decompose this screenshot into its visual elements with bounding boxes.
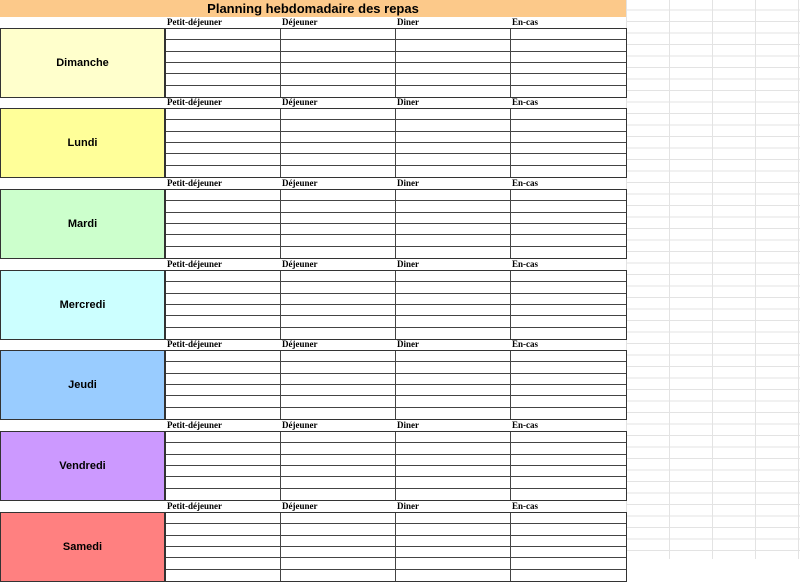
meal-cell-lunch[interactable] [281,120,396,131]
column-header-snack: En-cas [512,259,539,269]
meal-cell-snack[interactable] [511,143,626,154]
meal-cell-dinner[interactable] [396,294,511,305]
meal-cell-dinner[interactable] [396,351,511,362]
meal-cell-dinner[interactable] [396,235,511,246]
meal-cell-breakfast[interactable] [166,362,281,373]
day-block [0,501,626,581]
meal-cell-lunch[interactable] [281,166,396,177]
meal-cell-snack[interactable] [511,466,626,477]
column-header-dinner: Diner [397,17,419,27]
meal-cell-dinner[interactable] [396,362,511,373]
meal-cell-lunch[interactable] [281,63,396,74]
meal-cell-breakfast[interactable] [166,408,281,419]
meal-cell-breakfast[interactable] [166,443,281,454]
day-label-mercredi: Mercredi [0,270,165,340]
meal-cell-lunch[interactable] [281,466,396,477]
meal-cell-lunch[interactable] [281,305,396,316]
column-header-snack: En-cas [512,501,539,511]
meal-cell-dinner[interactable] [396,316,511,327]
meal-cell-snack[interactable] [511,524,626,535]
meal-cell-lunch[interactable] [281,74,396,85]
meal-cell-breakfast[interactable] [166,570,281,581]
meal-cell-snack[interactable] [511,558,626,569]
meal-cell-lunch[interactable] [281,536,396,547]
meal-cell-breakfast[interactable] [166,63,281,74]
meal-cell-dinner[interactable] [396,109,511,120]
meal-cell-lunch[interactable] [281,570,396,581]
meal-cell-snack[interactable] [511,477,626,488]
meal-cell-snack[interactable] [511,513,626,524]
meal-cell-snack[interactable] [511,166,626,177]
column-header-dinner: Diner [397,501,419,511]
column-header-breakfast: Petit-déjeuner [167,97,222,107]
meal-cell-lunch[interactable] [281,86,396,97]
meal-cell-dinner[interactable] [396,570,511,581]
meal-cell-dinner[interactable] [396,328,511,339]
meal-cell-lunch[interactable] [281,547,396,558]
column-header-breakfast: Petit-déjeuner [167,501,222,511]
meal-cell-breakfast[interactable] [166,489,281,500]
meal-cell-snack[interactable] [511,86,626,97]
meal-cell-breakfast[interactable] [166,466,281,477]
meal-cell-lunch[interactable] [281,224,396,235]
day-label-lundi: Lundi [0,108,165,178]
meal-cell-dinner[interactable] [396,132,511,143]
meal-cell-snack[interactable] [511,547,626,558]
meal-cell-dinner[interactable] [396,52,511,63]
meal-cell-snack[interactable] [511,109,626,120]
meal-cell-snack[interactable] [511,235,626,246]
meal-cell-breakfast[interactable] [166,282,281,293]
meal-cell-dinner[interactable] [396,271,511,282]
meal-cell-breakfast[interactable] [166,40,281,51]
day-block [0,178,626,258]
meal-cell-breakfast[interactable] [166,455,281,466]
day-block [0,97,626,177]
meal-cell-lunch[interactable] [281,247,396,258]
meal-cell-dinner[interactable] [396,29,511,40]
meal-cell-dinner[interactable] [396,154,511,165]
meal-cell-snack[interactable] [511,362,626,373]
day-block [0,17,626,97]
column-header-lunch: Déjeuner [282,259,318,269]
meal-cell-lunch[interactable] [281,374,396,385]
meal-cell-dinner[interactable] [396,120,511,131]
meal-cell-lunch[interactable] [281,29,396,40]
meal-cell-lunch[interactable] [281,201,396,212]
day-block [0,339,626,419]
meal-cell-breakfast[interactable] [166,536,281,547]
meal-grid-jeudi [165,350,627,420]
meal-cell-snack[interactable] [511,443,626,454]
meal-cell-dinner[interactable] [396,432,511,443]
meal-cell-breakfast[interactable] [166,524,281,535]
column-header-lunch: Déjeuner [282,97,318,107]
meal-cell-lunch[interactable] [281,213,396,224]
meal-cell-snack[interactable] [511,396,626,407]
meal-cell-snack[interactable] [511,74,626,85]
meal-cell-lunch[interactable] [281,477,396,488]
meal-cell-lunch[interactable] [281,524,396,535]
column-header-lunch: Déjeuner [282,17,318,27]
meal-cell-breakfast[interactable] [166,109,281,120]
meal-cell-dinner[interactable] [396,282,511,293]
meal-cell-dinner[interactable] [396,63,511,74]
meal-grid-dimanche [165,28,627,98]
day-block [0,420,626,500]
planning-title: Planning hebdomadaire des repas [0,0,626,17]
meal-cell-breakfast[interactable] [166,477,281,488]
meal-cell-lunch[interactable] [281,513,396,524]
meal-cell-dinner[interactable] [396,408,511,419]
meal-cell-breakfast[interactable] [166,547,281,558]
column-header-lunch: Déjeuner [282,420,318,430]
meal-cell-breakfast[interactable] [166,305,281,316]
meal-cell-lunch[interactable] [281,316,396,327]
meal-cell-lunch[interactable] [281,190,396,201]
meal-cell-breakfast[interactable] [166,513,281,524]
column-header-lunch: Déjeuner [282,178,318,188]
meal-cell-dinner[interactable] [396,396,511,407]
meal-cell-snack[interactable] [511,271,626,282]
meal-cell-dinner[interactable] [396,74,511,85]
meal-cell-breakfast[interactable] [166,143,281,154]
meal-cell-snack[interactable] [511,29,626,40]
meal-cell-snack[interactable] [511,213,626,224]
meal-cell-dinner[interactable] [396,547,511,558]
meal-cell-snack[interactable] [511,132,626,143]
meal-cell-dinner[interactable] [396,374,511,385]
meal-cell-lunch[interactable] [281,362,396,373]
meal-cell-breakfast[interactable] [166,558,281,569]
meal-cell-dinner[interactable] [396,166,511,177]
meal-cell-breakfast[interactable] [166,120,281,131]
meal-grid-vendredi [165,431,627,501]
meal-cell-snack[interactable] [511,305,626,316]
meal-cell-snack[interactable] [511,432,626,443]
meal-cell-lunch[interactable] [281,558,396,569]
meal-cell-dinner[interactable] [396,455,511,466]
day-label-samedi: Samedi [0,512,165,582]
column-header-dinner: Diner [397,97,419,107]
meal-cell-dinner[interactable] [396,524,511,535]
meal-cell-snack[interactable] [511,536,626,547]
meal-cell-breakfast[interactable] [166,316,281,327]
meal-cell-snack[interactable] [511,224,626,235]
meal-cell-breakfast[interactable] [166,29,281,40]
meal-cell-dinner[interactable] [396,247,511,258]
meal-cell-snack[interactable] [511,455,626,466]
meal-cell-breakfast[interactable] [166,328,281,339]
meal-cell-breakfast[interactable] [166,374,281,385]
meal-cell-lunch[interactable] [281,271,396,282]
meal-cell-snack[interactable] [511,190,626,201]
meal-cell-lunch[interactable] [281,282,396,293]
meal-cell-snack[interactable] [511,52,626,63]
meal-cell-snack[interactable] [511,328,626,339]
meal-cell-lunch[interactable] [281,109,396,120]
meal-cell-breakfast[interactable] [166,132,281,143]
meal-cell-dinner[interactable] [396,477,511,488]
meal-cell-dinner[interactable] [396,385,511,396]
meal-cell-lunch[interactable] [281,489,396,500]
column-header-snack: En-cas [512,178,539,188]
meal-cell-dinner[interactable] [396,489,511,500]
meal-cell-breakfast[interactable] [166,235,281,246]
meal-cell-snack[interactable] [511,408,626,419]
meal-cell-snack[interactable] [511,374,626,385]
meal-grid-mercredi [165,270,627,340]
meal-cell-breakfast[interactable] [166,166,281,177]
meal-cell-breakfast[interactable] [166,213,281,224]
meal-cell-lunch[interactable] [281,432,396,443]
column-header-lunch: Déjeuner [282,501,318,511]
meal-grid-lundi [165,108,627,178]
meal-cell-lunch[interactable] [281,408,396,419]
meal-cell-breakfast[interactable] [166,190,281,201]
meal-cell-snack[interactable] [511,120,626,131]
meal-grid-mardi [165,189,627,259]
meal-cell-dinner[interactable] [396,443,511,454]
meal-cell-snack[interactable] [511,40,626,51]
meal-cell-lunch[interactable] [281,294,396,305]
meal-cell-snack[interactable] [511,570,626,581]
meal-cell-lunch[interactable] [281,385,396,396]
meal-cell-lunch[interactable] [281,396,396,407]
meal-cell-breakfast[interactable] [166,224,281,235]
meal-cell-breakfast[interactable] [166,154,281,165]
meal-cell-breakfast[interactable] [166,74,281,85]
meal-cell-breakfast[interactable] [166,201,281,212]
meal-cell-dinner[interactable] [396,558,511,569]
column-header-breakfast: Petit-déjeuner [167,420,222,430]
meal-cell-dinner[interactable] [396,40,511,51]
meal-cell-lunch[interactable] [281,154,396,165]
meal-cell-lunch[interactable] [281,455,396,466]
meal-cell-lunch[interactable] [281,132,396,143]
column-header-breakfast: Petit-déjeuner [167,17,222,27]
column-header-dinner: Diner [397,339,419,349]
meal-cell-snack[interactable] [511,201,626,212]
meal-cell-breakfast[interactable] [166,351,281,362]
day-label-dimanche: Dimanche [0,28,165,98]
meal-cell-dinner[interactable] [396,536,511,547]
column-header-breakfast: Petit-déjeuner [167,178,222,188]
column-header-dinner: Diner [397,178,419,188]
meal-cell-snack[interactable] [511,154,626,165]
day-block [0,259,626,339]
meal-grid-samedi [165,512,627,582]
meal-cell-snack[interactable] [511,247,626,258]
meal-cell-snack[interactable] [511,282,626,293]
meal-cell-dinner[interactable] [396,201,511,212]
column-header-dinner: Diner [397,420,419,430]
meal-cell-snack[interactable] [511,385,626,396]
meal-cell-lunch[interactable] [281,40,396,51]
meal-cell-dinner[interactable] [396,305,511,316]
column-header-snack: En-cas [512,339,539,349]
meal-cell-breakfast[interactable] [166,385,281,396]
column-header-breakfast: Petit-déjeuner [167,259,222,269]
meal-cell-breakfast[interactable] [166,271,281,282]
meal-cell-breakfast[interactable] [166,432,281,443]
meal-cell-breakfast[interactable] [166,396,281,407]
meal-cell-lunch[interactable] [281,351,396,362]
column-header-breakfast: Petit-déjeuner [167,339,222,349]
meal-cell-snack[interactable] [511,63,626,74]
day-label-vendredi: Vendredi [0,431,165,501]
meal-cell-dinner[interactable] [396,86,511,97]
meal-cell-lunch[interactable] [281,443,396,454]
meal-cell-lunch[interactable] [281,235,396,246]
sheet-gridlines [626,0,800,559]
column-header-snack: En-cas [512,17,539,27]
meal-cell-breakfast[interactable] [166,52,281,63]
day-label-jeudi: Jeudi [0,350,165,420]
meal-cell-snack[interactable] [511,489,626,500]
meal-cell-lunch[interactable] [281,52,396,63]
meal-cell-lunch[interactable] [281,328,396,339]
meal-cell-dinner[interactable] [396,213,511,224]
meal-cell-snack[interactable] [511,316,626,327]
meal-cell-snack[interactable] [511,351,626,362]
column-header-snack: En-cas [512,420,539,430]
meal-cell-dinner[interactable] [396,224,511,235]
meal-cell-dinner[interactable] [396,513,511,524]
meal-cell-breakfast[interactable] [166,294,281,305]
meal-cell-breakfast[interactable] [166,86,281,97]
column-header-snack: En-cas [512,97,539,107]
column-header-dinner: Diner [397,259,419,269]
day-label-mardi: Mardi [0,189,165,259]
meal-cell-dinner[interactable] [396,190,511,201]
meal-cell-lunch[interactable] [281,143,396,154]
meal-cell-dinner[interactable] [396,143,511,154]
meal-cell-breakfast[interactable] [166,247,281,258]
meal-cell-snack[interactable] [511,294,626,305]
column-header-lunch: Déjeuner [282,339,318,349]
meal-cell-dinner[interactable] [396,466,511,477]
